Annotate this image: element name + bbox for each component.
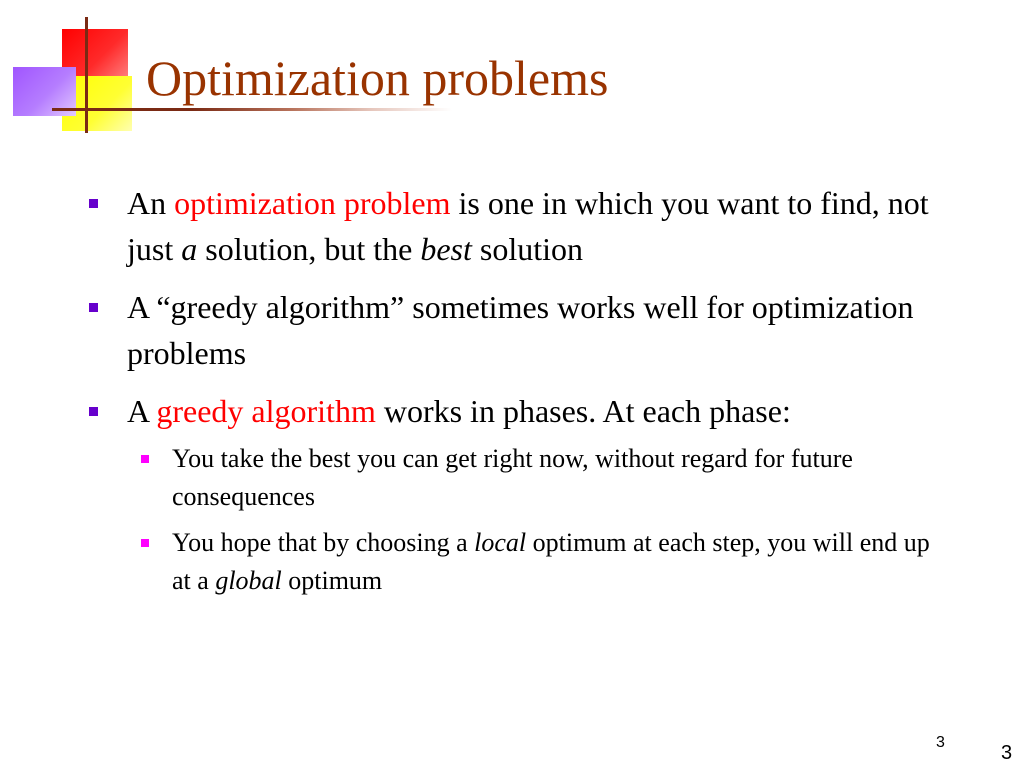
slide-title: Optimization problems (146, 50, 609, 106)
bullet-item (85, 180, 955, 272)
sub-bullet-item (85, 440, 955, 516)
slide-body (85, 180, 955, 614)
italic-term: global (215, 566, 282, 595)
sub-bullet-text-segment: optimum (281, 566, 383, 595)
slide-number: 3 (936, 734, 945, 751)
bullet-text (127, 185, 929, 267)
square-bullet-icon (89, 199, 98, 208)
sub-bullet-text: You take the best you can get right now, without regard for future consequences (172, 444, 853, 511)
bullet-text-segment: solution (471, 231, 584, 267)
sub-bullet-item (85, 524, 955, 600)
italic-term: best (420, 231, 472, 267)
square-bullet-icon (89, 303, 98, 312)
logo-vertical-rule (85, 17, 88, 133)
sub-bullet-text (172, 528, 930, 595)
bullet-text-segment: works in phases. At each phase: (375, 393, 791, 429)
bullet-text (127, 393, 791, 429)
bullet-text: A “greedy algorithm” sometimes works well for optimization problems (127, 289, 914, 371)
square-sub-bullet-icon (141, 455, 149, 463)
bullet-text-segment: A (127, 393, 157, 429)
sub-bullet-text-segment: optimum at each step, you will end up at a (172, 528, 930, 595)
italic-term: local (474, 528, 527, 557)
sub-bullet-text-segment: You hope that by choosing a (172, 528, 475, 557)
highlighted-term: greedy algorithm (156, 393, 376, 429)
bullet-item (85, 284, 955, 376)
bullet-text-segment: An (127, 185, 175, 221)
highlighted-term: optimization problem (174, 185, 451, 221)
square-sub-bullet-icon (141, 539, 149, 547)
title-underline-rule (52, 108, 452, 111)
bullet-text-segment: solution, but the (197, 231, 421, 267)
square-bullet-icon (89, 407, 98, 416)
italic-term: a (181, 231, 198, 267)
slide-number-footer: 3 (1001, 742, 1013, 764)
bullet-text-segment: is one in which you want to find, not just (127, 185, 929, 267)
bullet-item (85, 388, 955, 434)
